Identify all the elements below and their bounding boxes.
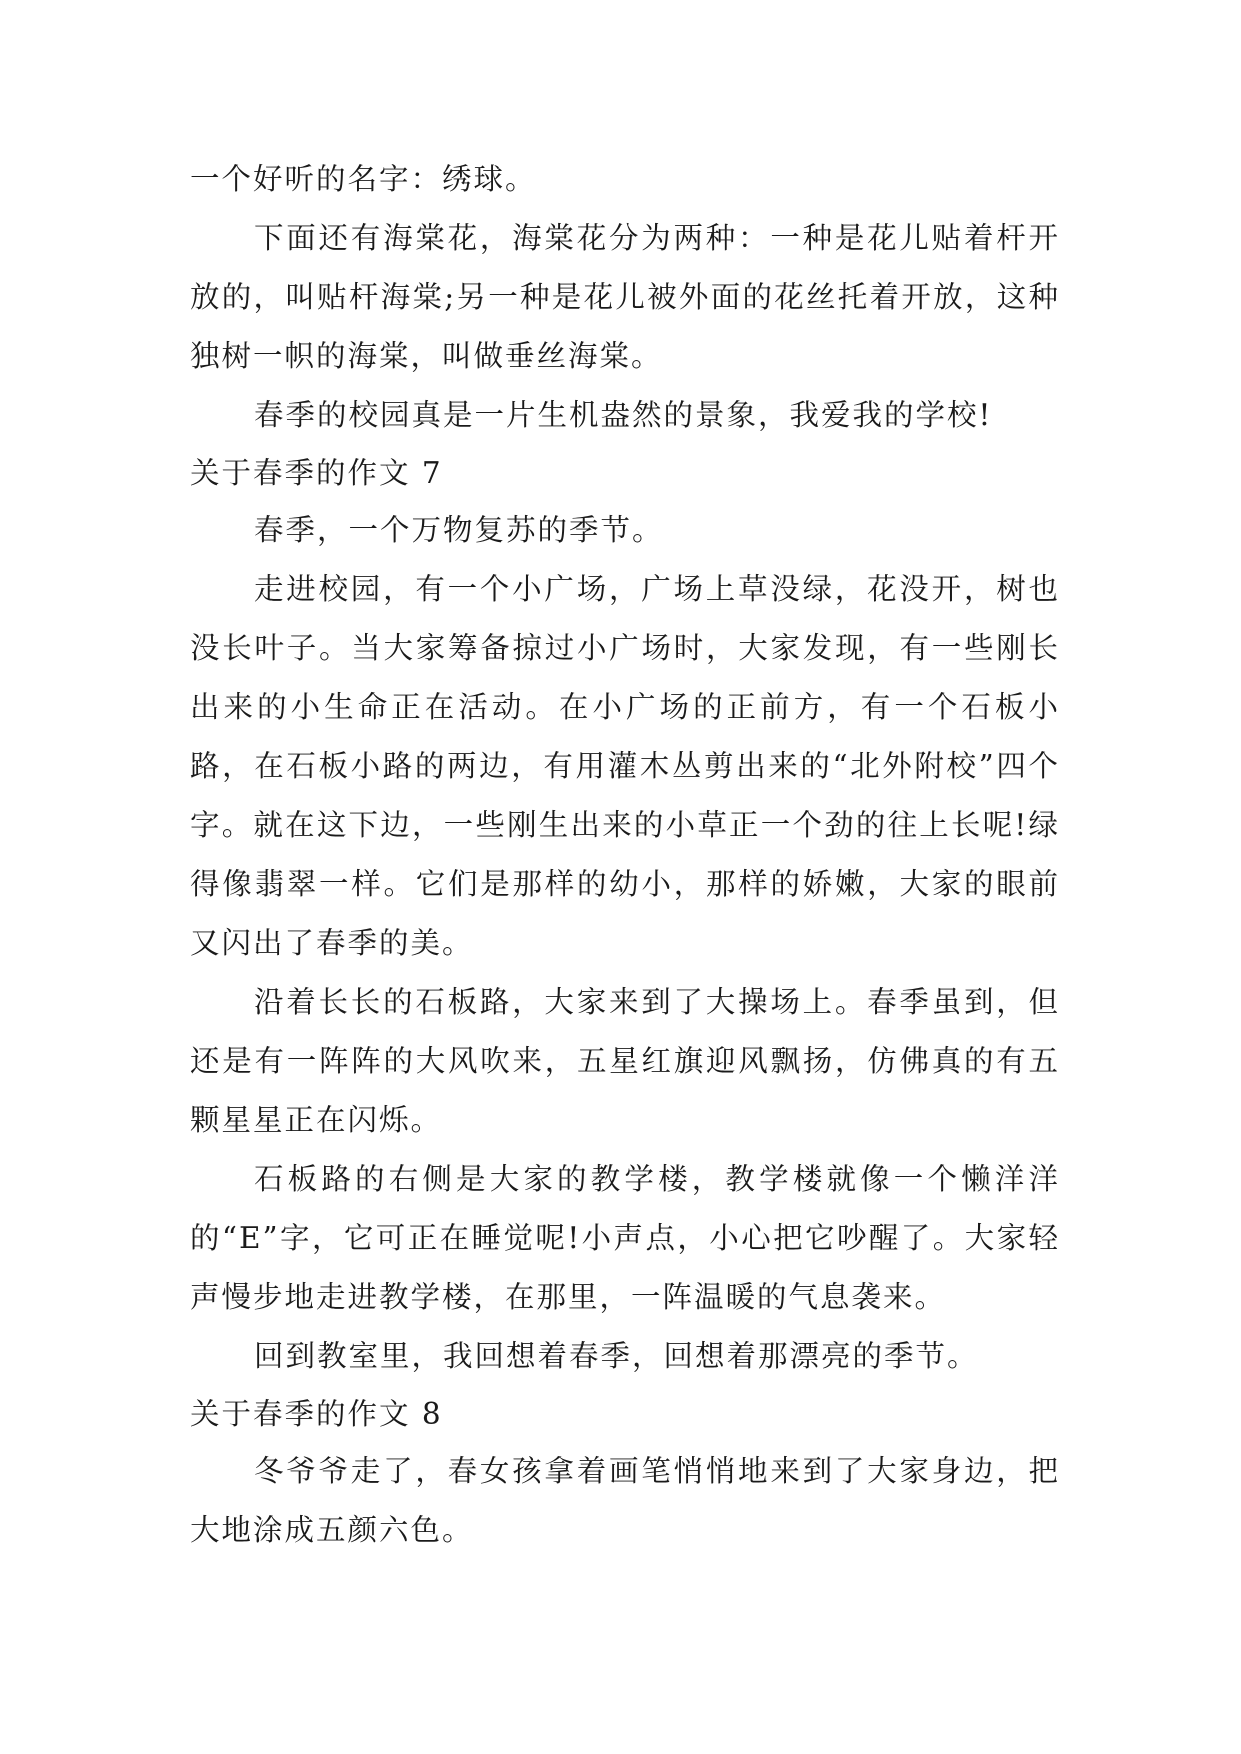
paragraph-9: 冬爷爷走了，春女孩拿着画笔悄悄地来到了大家身边，把大地涂成五颜六色。: [190, 1454, 1060, 1547]
paragraph-6: 沿着长长的石板路，大家来到了大操场上。春季虽到，但还是有一阵阵的大风吹来，五星红旗迎风飘扬，仿佛真的有五颗星星正在闪烁。: [190, 985, 1060, 1137]
section-heading-8: 关于春季的作文 8: [190, 1397, 443, 1431]
paragraph-2: 下面还有海棠花，海棠花分为两种：一种是花儿贴着杆开放的，叫贴杆海棠;另一种是花儿被外面的花丝托着开放，这种独树一帜的海棠，叫做垂丝海棠。: [190, 221, 1060, 373]
paragraph-3: 春季的校园真是一片生机盎然的景象，我爱我的学校!: [254, 398, 993, 432]
section-heading-7: 关于春季的作文 7: [190, 456, 443, 490]
paragraph-4: 春季，一个万物复苏的季节。: [254, 513, 664, 547]
document-page: [190, 150, 1060, 1560]
paragraph-5: 走进校园，有一个小广场，广场上草没绿，花没开，树也没长叶子。当大家筹备掠过小广场时，大家发现，有一些刚长出来的小生命正在活动。在小广场的正前方，有一个石板小路，在石板小路的两边，有用灌木丛剪出来的“北外附校”四个字。就在这下边，一些刚生出来的小草正一个劲的往上长呢!绿得像翡翠一样。它们是那样的幼小，那样的娇嫩，大家的眼前又闪出了春季的美。: [190, 572, 1060, 960]
paragraph-1: 一个好听的名字：绣球。: [190, 162, 537, 196]
paragraph-8: 回到教室里，我回想着春季，回想着那漂亮的季节。: [254, 1339, 979, 1373]
paragraph-7: 石板路的右侧是大家的教学楼，教学楼就像一个懒洋洋的“E”字，它可正在睡觉呢!小声点，小心把它吵醒了。大家轻声慢步地走进教学楼，在那里，一阵温暖的气息袭来。: [190, 1162, 1060, 1314]
